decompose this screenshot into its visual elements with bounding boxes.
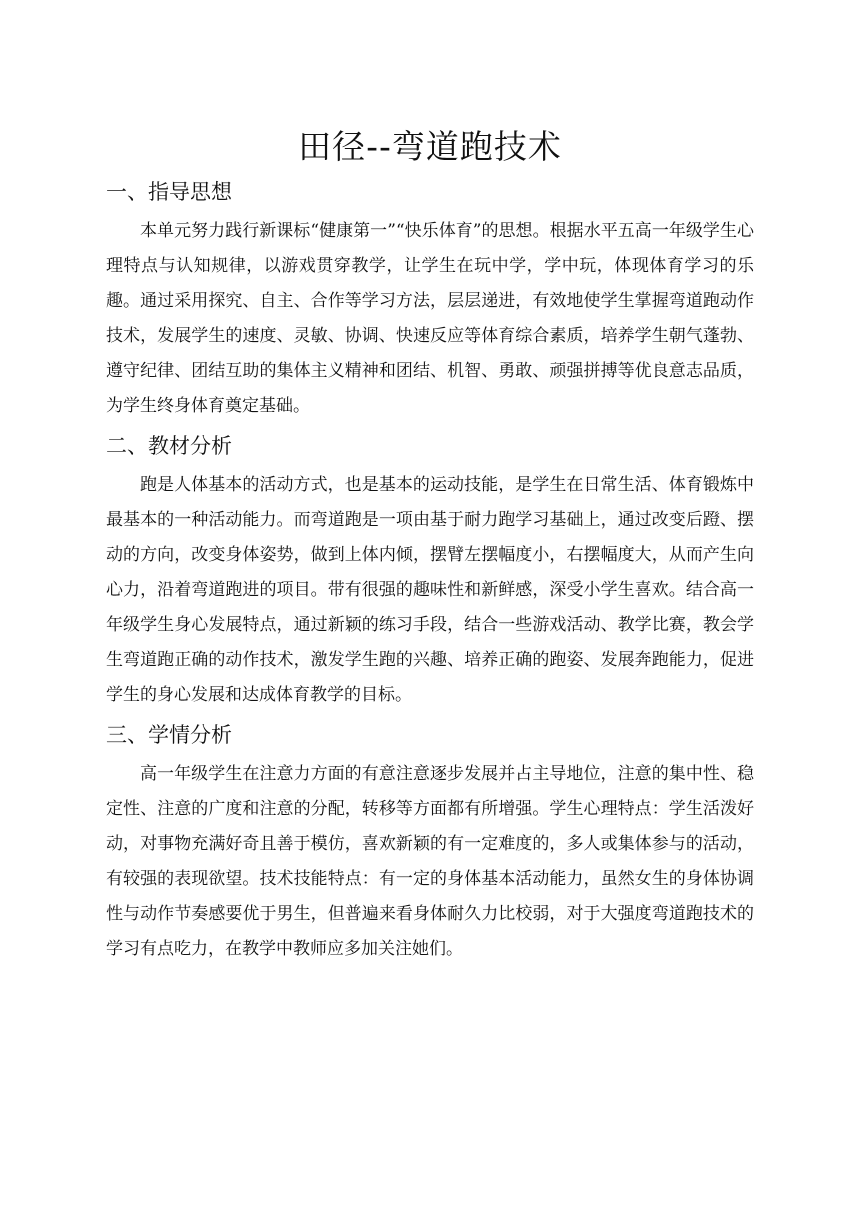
- section-paragraph: 跑是人体基本的活动方式，也是基本的运动技能，是学生在日常生活、体育锻炼中最基本的一种活动能力。而弯道跑是一项由基于耐力跑学习基础上，通过改变后蹬、摆动的方向，改变身体姿势，做到上体内倾，摆臂左摆幅度小，右摆幅度大，从而产生向心力，沿着弯道跑进的项目。带有很强的趣味性和新鲜感，深受小学生喜欢。结合高一年级学生身心发展特点，通过新颖的练习手段，结合一些游戏活动、教学比赛，教会学生弯道跑正确的动作技术，激发学生跑的兴趣、培养正确的跑姿、发展奔跑能力，促进学生的身心发展和达成体育教学的目标。: [106, 475, 754, 705]
- section-student-analysis: [106, 719, 754, 967]
- section-heading: 二、教材分析: [106, 434, 232, 458]
- section-paragraph: 本单元努力践行新课标“健康第一”“快乐体育”的思想。根据水平五高一年级学生心理特点与认知规律，以游戏贯穿教学，让学生在玩中学，学中玩，体现体育学习的乐趣。通过采用探究、自主、合作等学习方法，层层递进，有效地使学生掌握弯道跑动作技术，发展学生的速度、灵敏、协调、快速反应等体育综合素质，培养学生朝气蓬勃、遵守纪律、团结互助的集体主义精神和团结、机智、勇敢、顽强拼搏等优良意志品质，为学生终身体育奠定基础。: [106, 221, 754, 416]
- section-material-analysis: [106, 430, 754, 713]
- section-heading: 一、指导思想: [106, 180, 232, 204]
- section-paragraph: 高一年级学生在注意力方面的有意注意逐步发展并占主导地位，注意的集中性、稳定性、注意的广度和注意的分配，转移等方面都有所增强。学生心理特点：学生活泼好动，对事物充满好奇且善于模仿，喜欢新颖的有一定难度的，多人或集体参与的活动，有较强的表现欲望。技术技能特点：有一定的身体基本活动能力，虽然女生的身体协调性与动作节奏感要优于男生，但普遍来看身体耐久力比校弱，对于大强度弯道跑技术的学习有点吃力，在教学中教师应多加关注她们。: [106, 764, 754, 959]
- section-heading: 三、学情分析: [106, 723, 232, 747]
- document-title: 田径--弯道跑技术: [298, 127, 562, 166]
- section-guiding-ideology: [106, 176, 754, 424]
